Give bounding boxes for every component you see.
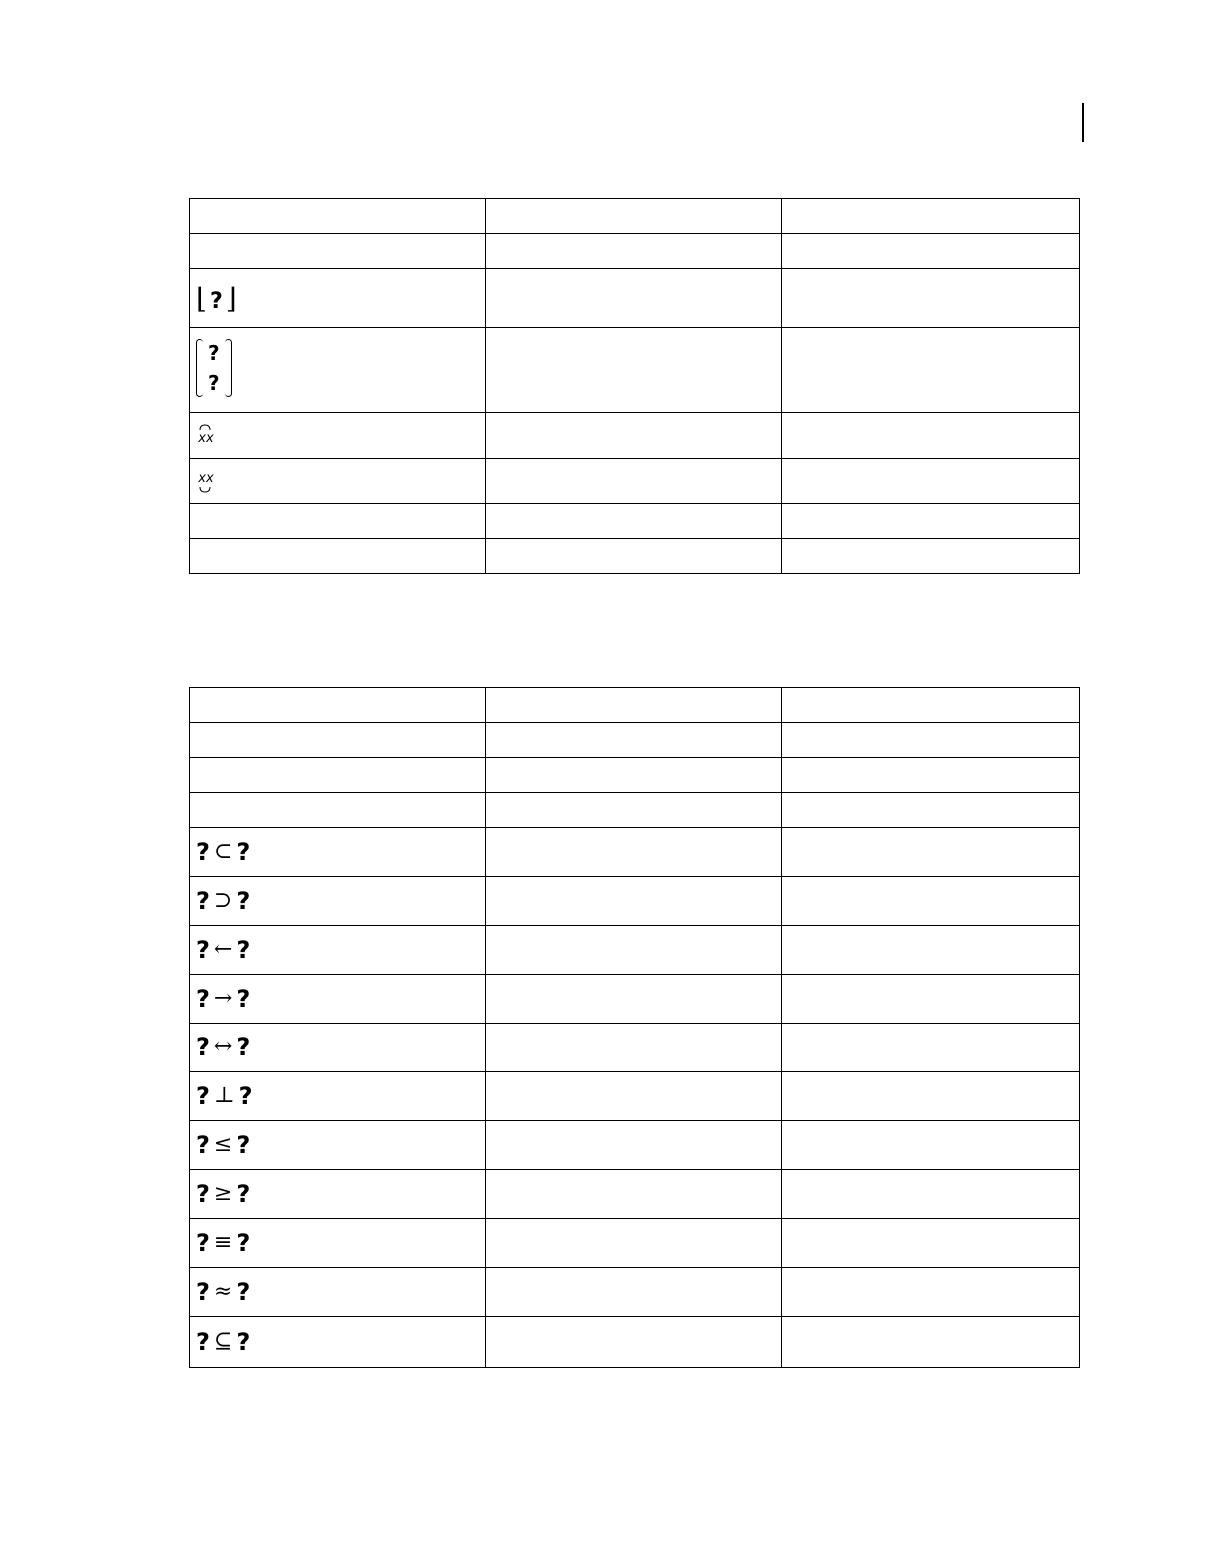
table-cell	[486, 1317, 782, 1368]
approx-icon: ≈	[213, 1278, 233, 1304]
table-cell	[190, 975, 486, 1024]
operand-left: ?	[196, 1179, 210, 1208]
table-cell	[486, 234, 782, 269]
left-arrow-expression	[196, 935, 251, 964]
operand-left: ?	[196, 1033, 210, 1061]
table-row	[190, 199, 1080, 234]
table-cell	[782, 1219, 1080, 1268]
perpendicular-icon: ⊥	[213, 1082, 235, 1108]
table-cell	[782, 269, 1080, 328]
table-cell	[190, 828, 486, 877]
table-cell	[190, 328, 486, 413]
table-cell	[782, 1072, 1080, 1121]
subset-equal-expression	[196, 1327, 251, 1356]
floor-placeholder: ?	[209, 288, 223, 314]
table-cell	[782, 1121, 1080, 1170]
table-cell	[190, 199, 486, 234]
table-cell	[782, 539, 1080, 574]
identical-expression	[196, 1228, 251, 1257]
subset-expression	[196, 837, 251, 866]
table-row	[190, 1024, 1080, 1072]
table-cell	[190, 758, 486, 793]
operand-right: ?	[236, 1277, 251, 1306]
table-cell	[190, 413, 486, 459]
table-row	[190, 413, 1080, 459]
table-cell	[782, 1024, 1080, 1072]
operand-left: ?	[196, 1228, 210, 1257]
table-cell	[486, 926, 782, 975]
table-cell	[486, 328, 782, 413]
operand-right: ?	[236, 1179, 251, 1208]
operand-right: ?	[236, 837, 251, 866]
table-row	[190, 793, 1080, 828]
table-cell	[190, 1024, 486, 1072]
table-cell	[190, 1317, 486, 1368]
table-cell	[486, 539, 782, 574]
table-cell	[486, 199, 782, 234]
overbrace-text: xx	[198, 431, 214, 446]
table-cell	[486, 723, 782, 758]
right-arrow-icon: →	[213, 985, 233, 1011]
left-right-arrow-icon: ↔	[213, 1034, 233, 1059]
table-cell	[486, 1219, 782, 1268]
operand-left: ?	[196, 1277, 210, 1306]
table-row	[190, 926, 1080, 975]
table-cell	[782, 793, 1080, 828]
table-cell	[782, 1268, 1080, 1317]
operand-left: ?	[196, 1130, 210, 1159]
left-right-arrow-expression	[196, 1035, 250, 1059]
operand-left: ?	[196, 1327, 210, 1356]
operand-right: ?	[236, 935, 251, 964]
table-row	[190, 1219, 1080, 1268]
greater-equal-expression	[196, 1179, 251, 1208]
table-cell	[782, 1317, 1080, 1368]
table-cell	[782, 758, 1080, 793]
symbol-table-1	[189, 198, 1080, 574]
table-row	[190, 539, 1080, 574]
table-cell	[486, 975, 782, 1024]
table-row	[190, 828, 1080, 877]
table-cell	[486, 828, 782, 877]
table-cell	[190, 459, 486, 504]
table-row	[190, 877, 1080, 926]
table-cell	[782, 688, 1080, 723]
table-cell	[190, 1268, 486, 1317]
table-cell	[486, 1170, 782, 1219]
table-cell	[486, 1121, 782, 1170]
table-row	[190, 1317, 1080, 1368]
table-cell	[782, 975, 1080, 1024]
floor-bracket-icon: ⌊ ? ⌋	[196, 281, 237, 315]
table-cell	[190, 688, 486, 723]
operand-left: ?	[196, 886, 210, 915]
table-cell	[190, 1219, 486, 1268]
table-cell	[190, 723, 486, 758]
table-row	[190, 723, 1080, 758]
overbrace-icon	[196, 424, 216, 445]
table-row	[190, 1072, 1080, 1121]
table-cell	[782, 504, 1080, 539]
underbrace-text: xx	[198, 471, 214, 486]
table-cell	[190, 1072, 486, 1121]
table-cell	[782, 234, 1080, 269]
table-row	[190, 1268, 1080, 1317]
superset-expression	[196, 886, 251, 915]
table-row	[190, 975, 1080, 1024]
table-row	[190, 758, 1080, 793]
greater-equal-icon: ≥	[213, 1180, 233, 1206]
operand-right: ?	[238, 1081, 253, 1110]
symbol-table-2	[189, 687, 1080, 1368]
perpendicular-expression	[196, 1081, 253, 1110]
table-cell	[486, 793, 782, 828]
operand-right: ?	[236, 1228, 251, 1257]
table-cell	[486, 1268, 782, 1317]
table-row	[190, 328, 1080, 413]
operand-right: ?	[236, 984, 251, 1013]
table-cell	[486, 459, 782, 504]
table-cell	[190, 1170, 486, 1219]
table-cell	[486, 758, 782, 793]
table-row	[190, 1121, 1080, 1170]
table-cell	[782, 926, 1080, 975]
table-row	[190, 688, 1080, 723]
table-cell	[486, 877, 782, 926]
table-cell	[782, 199, 1080, 234]
subset-equal-icon: ⊆	[213, 1328, 233, 1354]
approx-expression	[196, 1277, 251, 1306]
table-cell	[486, 1024, 782, 1072]
operand-left: ?	[196, 1081, 210, 1110]
less-equal-expression	[196, 1130, 251, 1159]
underbrace-icon	[196, 472, 216, 493]
table-cell	[486, 413, 782, 459]
table-cell	[190, 504, 486, 539]
operand-left: ?	[196, 837, 210, 866]
table-cell	[190, 1121, 486, 1170]
table-cell	[782, 877, 1080, 926]
table-cell	[190, 234, 486, 269]
table-cell	[190, 793, 486, 828]
table-cell	[486, 1072, 782, 1121]
operand-right: ?	[236, 1130, 251, 1159]
table-cell	[782, 828, 1080, 877]
table-row	[190, 504, 1080, 539]
table-cell	[190, 269, 486, 328]
table-cell	[486, 688, 782, 723]
operand-right: ?	[236, 1033, 251, 1061]
table-cell	[486, 269, 782, 328]
binomial-icon	[196, 339, 232, 397]
left-arrow-icon: ←	[213, 936, 233, 962]
operand-right: ?	[236, 1327, 251, 1356]
table-cell	[782, 1170, 1080, 1219]
page-edge-marker	[1082, 103, 1084, 142]
table-cell	[782, 459, 1080, 504]
operand-left: ?	[196, 935, 210, 964]
identical-icon: ≡	[213, 1229, 233, 1255]
table-cell	[190, 539, 486, 574]
table-cell	[782, 328, 1080, 413]
table-row	[190, 234, 1080, 269]
table-cell	[782, 723, 1080, 758]
table-cell	[190, 877, 486, 926]
table-row	[190, 459, 1080, 504]
superset-icon: ⊃	[213, 887, 233, 913]
operand-left: ?	[196, 984, 210, 1013]
table-row	[190, 1170, 1080, 1219]
operand-right: ?	[236, 886, 251, 915]
table-cell	[782, 413, 1080, 459]
binomial-bottom: ?	[208, 370, 220, 395]
less-equal-icon: ≤	[213, 1131, 233, 1157]
right-arrow-expression	[196, 984, 251, 1013]
table-cell	[190, 926, 486, 975]
binomial-top: ?	[208, 340, 220, 365]
table-row	[190, 269, 1080, 328]
table-cell	[486, 504, 782, 539]
subset-icon: ⊂	[213, 838, 233, 864]
